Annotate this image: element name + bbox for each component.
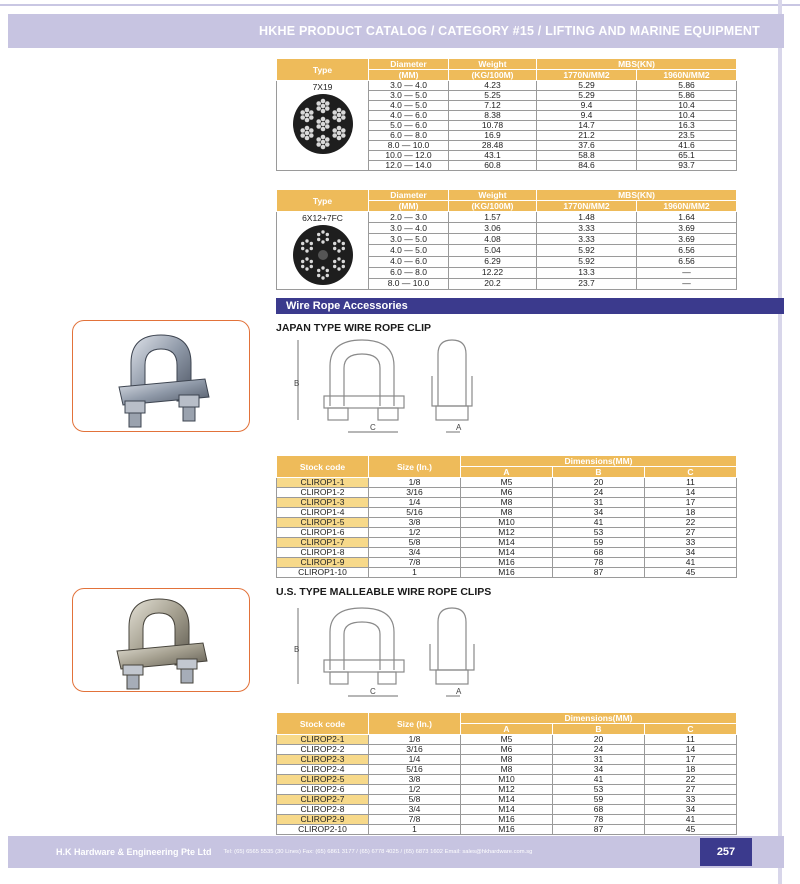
table-row xyxy=(277,538,737,548)
table-cell: 43.1 xyxy=(449,151,537,161)
col-header-a: A xyxy=(461,724,553,735)
wire-rope-clip-image xyxy=(73,321,250,432)
table-cell: M16 xyxy=(461,815,553,825)
table-cell: 28.48 xyxy=(449,141,537,151)
table-cell: 68 xyxy=(553,548,645,558)
col-header-diameter-unit: (MM) xyxy=(369,201,449,212)
table-cell: 59 xyxy=(553,795,645,805)
table-row xyxy=(277,548,737,558)
table-cell: 4.0 — 5.0 xyxy=(369,245,449,256)
table-cell: M5 xyxy=(461,735,553,745)
table-cell: 3/16 xyxy=(369,745,461,755)
table-cell: 4.0 — 6.0 xyxy=(369,111,449,121)
section-title: Wire Rope Accessories xyxy=(286,300,408,312)
table-cell: 7/8 xyxy=(369,815,461,825)
table-cell: 11 xyxy=(645,478,737,488)
table-cell: 13.3 xyxy=(537,267,637,278)
table-cell: 4.0 — 6.0 xyxy=(369,256,449,267)
table-row xyxy=(277,815,737,825)
table-cell: 2.0 — 3.0 xyxy=(369,212,449,223)
col-header-mbs: MBS(KN) xyxy=(537,190,737,201)
footer-bar xyxy=(8,836,784,868)
table-cell: M12 xyxy=(461,785,553,795)
us-clip-title: U.S. TYPE MALLEABLE WIRE ROPE CLIPS xyxy=(276,586,492,598)
stock-code-cell: CLIROP2-9 xyxy=(277,815,369,825)
rope-cross-section-icon xyxy=(287,223,359,287)
table-cell: 1.64 xyxy=(637,212,737,223)
table-cell: 24 xyxy=(553,745,645,755)
table-cell: 5/8 xyxy=(369,795,461,805)
table-cell: 10.0 — 12.0 xyxy=(369,151,449,161)
table-cell: M8 xyxy=(461,498,553,508)
col-header-a: A xyxy=(461,467,553,478)
table-cell: 78 xyxy=(553,815,645,825)
stock-code-cell: CLIROP1-7 xyxy=(277,538,369,548)
table-cell: 3.0 — 4.0 xyxy=(369,81,449,91)
col-header-b: B xyxy=(553,467,645,478)
japan-clip-technical-drawing xyxy=(290,336,510,440)
table-cell: 3/8 xyxy=(369,775,461,785)
table-cell: 3/4 xyxy=(369,548,461,558)
table-row xyxy=(277,825,737,835)
stock-code-cell: CLIROP1-10 xyxy=(277,568,369,578)
japan-clip-title: JAPAN TYPE WIRE ROPE CLIP xyxy=(276,322,431,334)
table-cell: 5/8 xyxy=(369,538,461,548)
dimension-label-a: A xyxy=(456,687,462,696)
table-cell: 16.3 xyxy=(637,121,737,131)
rope-type-label: 6X12+7FC xyxy=(302,213,343,223)
table-row xyxy=(277,518,737,528)
japan-clip-table xyxy=(276,455,737,578)
table-cell: M16 xyxy=(461,825,553,835)
stock-code-cell: CLIROP1-5 xyxy=(277,518,369,528)
stock-code-cell: CLIROP1-9 xyxy=(277,558,369,568)
table-cell: 3/16 xyxy=(369,488,461,498)
col-header-diameter: Diameter xyxy=(369,190,449,201)
table-cell: 20 xyxy=(553,735,645,745)
top-rule xyxy=(0,4,800,6)
footer-contact: Tel: (65) 6565 5535 (30 Lines) Fax: (65) 6861 3177 / (65) 6778 4025 / (65) 6873 1602 Email: sales@hkhardware.com.sg xyxy=(223,849,533,855)
table-cell: M10 xyxy=(461,518,553,528)
table-cell: 53 xyxy=(553,785,645,795)
table-cell: M14 xyxy=(461,538,553,548)
table-cell: 3.69 xyxy=(637,223,737,234)
stock-code-cell: CLIROP2-5 xyxy=(277,775,369,785)
table-cell: M12 xyxy=(461,528,553,538)
dimension-label-a: A xyxy=(456,423,462,432)
table-row xyxy=(277,478,737,488)
table-row xyxy=(277,558,737,568)
dimension-label-c: C xyxy=(370,423,376,432)
table-cell: 1.48 xyxy=(537,212,637,223)
table-cell: 24 xyxy=(553,488,645,498)
table-cell: 6.0 — 8.0 xyxy=(369,131,449,141)
table-cell: 3.69 xyxy=(637,234,737,245)
table-cell: 1/4 xyxy=(369,755,461,765)
table-cell: M8 xyxy=(461,765,553,775)
table-cell: 84.6 xyxy=(537,161,637,171)
table-row xyxy=(277,805,737,815)
table-cell: 23.5 xyxy=(637,131,737,141)
table-row xyxy=(277,795,737,805)
table-cell: 41.6 xyxy=(637,141,737,151)
col-header-mbs-1960: 1960N/MM2 xyxy=(637,201,737,212)
col-header-diameter-unit: (MM) xyxy=(369,70,449,81)
table-cell: 68 xyxy=(553,805,645,815)
table-cell: 10.4 xyxy=(637,101,737,111)
col-header-stock: Stock code xyxy=(277,456,369,478)
table-row xyxy=(277,755,737,765)
table-cell: 20 xyxy=(553,478,645,488)
table-row xyxy=(277,775,737,785)
table-cell: 1/4 xyxy=(369,498,461,508)
table-cell: 5/16 xyxy=(369,508,461,518)
table-cell: M16 xyxy=(461,568,553,578)
stock-code-cell: CLIROP2-3 xyxy=(277,755,369,765)
stock-code-cell: CLIROP1-1 xyxy=(277,478,369,488)
table-cell: 22 xyxy=(645,518,737,528)
table-cell: 17 xyxy=(645,755,737,765)
table-cell: M14 xyxy=(461,805,553,815)
table-cell: 3.06 xyxy=(449,223,537,234)
table-row xyxy=(277,765,737,775)
table-cell: 3.33 xyxy=(537,223,637,234)
us-clip-photo xyxy=(72,588,250,692)
table-cell: 41 xyxy=(645,815,737,825)
table-cell: 5.04 xyxy=(449,245,537,256)
table-cell: 16.9 xyxy=(449,131,537,141)
table-cell: 34 xyxy=(553,765,645,775)
table-cell: 9.4 xyxy=(537,111,637,121)
table-cell: 11 xyxy=(645,735,737,745)
stock-code-cell: CLIROP2-1 xyxy=(277,735,369,745)
table-cell: 4.0 — 5.0 xyxy=(369,101,449,111)
col-header-mbs-1770: 1770N/MM2 xyxy=(537,70,637,81)
table-cell: 22 xyxy=(645,775,737,785)
table-cell: 1.57 xyxy=(449,212,537,223)
table-cell: 17 xyxy=(645,498,737,508)
table-row xyxy=(277,212,737,223)
col-header-c: C xyxy=(645,724,737,735)
table-cell: 1/8 xyxy=(369,735,461,745)
table-cell: 41 xyxy=(553,518,645,528)
stock-code-cell: CLIROP2-8 xyxy=(277,805,369,815)
table-cell: 1/2 xyxy=(369,785,461,795)
table-cell: 1/2 xyxy=(369,528,461,538)
table-cell: M6 xyxy=(461,488,553,498)
table-row xyxy=(277,528,737,538)
col-header-weight: Weight xyxy=(449,59,537,70)
table-cell: 3.33 xyxy=(537,234,637,245)
table-cell: 87 xyxy=(553,568,645,578)
table-row xyxy=(277,508,737,518)
table-cell: 1/8 xyxy=(369,478,461,488)
table-cell: 3.0 — 5.0 xyxy=(369,234,449,245)
table-cell: 5.29 xyxy=(537,91,637,101)
table-cell: 5.86 xyxy=(637,91,737,101)
table-cell: 6.56 xyxy=(637,245,737,256)
rope-type-label: 7X19 xyxy=(312,82,333,92)
col-header-dimensions: Dimensions(MM) xyxy=(461,456,737,467)
rope-spec-table-7x19 xyxy=(276,58,737,171)
table-cell: 3/8 xyxy=(369,518,461,528)
col-header-mbs-1960: 1960N/MM2 xyxy=(637,70,737,81)
rope-cross-section-icon xyxy=(287,92,359,156)
table-row xyxy=(277,735,737,745)
table-cell: 3/4 xyxy=(369,805,461,815)
table-cell: 7/8 xyxy=(369,558,461,568)
stock-code-cell: CLIROP1-4 xyxy=(277,508,369,518)
table-cell: 34 xyxy=(553,508,645,518)
table-cell: 12.0 — 14.0 xyxy=(369,161,449,171)
table-cell: 41 xyxy=(645,558,737,568)
table-cell: 53 xyxy=(553,528,645,538)
table-cell: 1 xyxy=(369,568,461,578)
page-number: 257 xyxy=(700,838,752,866)
table-cell: 58.8 xyxy=(537,151,637,161)
table-cell: 3.0 — 5.0 xyxy=(369,91,449,101)
stock-code-cell: CLIROP2-4 xyxy=(277,765,369,775)
table-cell: 78 xyxy=(553,558,645,568)
us-clip-technical-drawing xyxy=(290,604,510,704)
us-clip-table xyxy=(276,712,737,835)
wire-rope-clip-image xyxy=(73,589,250,692)
stock-code-cell: CLIROP2-7 xyxy=(277,795,369,805)
dimension-label-b: B xyxy=(294,379,300,388)
japan-clip-photo xyxy=(72,320,250,432)
table-row xyxy=(277,568,737,578)
table-cell: M14 xyxy=(461,548,553,558)
table-cell: — xyxy=(637,278,737,289)
col-header-type: Type xyxy=(277,190,369,212)
table-cell: 6.56 xyxy=(637,256,737,267)
table-cell: 14.7 xyxy=(537,121,637,131)
col-header-size: Size (In.) xyxy=(369,713,461,735)
catalog-header-title: HKHE PRODUCT CATALOG / CATEGORY #15 / LIFTING AND MARINE EQUIPMENT xyxy=(259,24,760,38)
col-header-b: B xyxy=(553,724,645,735)
table-row xyxy=(277,488,737,498)
table-cell: 34 xyxy=(645,805,737,815)
table-cell: M8 xyxy=(461,508,553,518)
stock-code-cell: CLIROP1-6 xyxy=(277,528,369,538)
col-header-weight-unit: (KG/100M) xyxy=(449,70,537,81)
table-cell: 7.12 xyxy=(449,101,537,111)
table-cell: 8.38 xyxy=(449,111,537,121)
table-cell: 6.29 xyxy=(449,256,537,267)
section-title-bar xyxy=(276,298,784,314)
rope-type-cell xyxy=(277,81,369,171)
stock-code-cell: CLIROP2-6 xyxy=(277,785,369,795)
table-cell: 45 xyxy=(645,568,737,578)
col-header-type: Type xyxy=(277,59,369,81)
table-cell: 6.0 — 8.0 xyxy=(369,267,449,278)
table-cell: 8.0 — 10.0 xyxy=(369,141,449,151)
table-cell: 5.92 xyxy=(537,256,637,267)
table-cell: 20.2 xyxy=(449,278,537,289)
table-cell: M14 xyxy=(461,795,553,805)
table-cell: 41 xyxy=(553,775,645,785)
table-cell: 3.0 — 4.0 xyxy=(369,223,449,234)
table-cell: 10.4 xyxy=(637,111,737,121)
table-cell: 5.86 xyxy=(637,81,737,91)
table-cell: M6 xyxy=(461,745,553,755)
stock-code-cell: CLIROP1-2 xyxy=(277,488,369,498)
col-header-size: Size (In.) xyxy=(369,456,461,478)
table-row xyxy=(277,81,737,91)
table-cell: M8 xyxy=(461,755,553,765)
table-cell: 5.0 — 6.0 xyxy=(369,121,449,131)
table-cell: 5/16 xyxy=(369,765,461,775)
table-cell: 14 xyxy=(645,488,737,498)
catalog-header xyxy=(8,14,784,48)
table-cell: 34 xyxy=(645,548,737,558)
stock-code-cell: CLIROP2-10 xyxy=(277,825,369,835)
col-header-c: C xyxy=(645,467,737,478)
right-edge-rule xyxy=(778,0,782,884)
table-cell: — xyxy=(637,267,737,278)
table-cell: 27 xyxy=(645,785,737,795)
table-cell: 23.7 xyxy=(537,278,637,289)
table-cell: 12.22 xyxy=(449,267,537,278)
table-cell: 1 xyxy=(369,825,461,835)
table-cell: 4.23 xyxy=(449,81,537,91)
table-cell: 5.25 xyxy=(449,91,537,101)
rope-type-cell xyxy=(277,212,369,290)
col-header-stock: Stock code xyxy=(277,713,369,735)
table-cell: 59 xyxy=(553,538,645,548)
table-cell: 14 xyxy=(645,745,737,755)
table-row xyxy=(277,498,737,508)
table-cell: M5 xyxy=(461,478,553,488)
table-cell: M16 xyxy=(461,558,553,568)
rope-spec-table-6x12 xyxy=(276,189,737,290)
table-cell: 87 xyxy=(553,825,645,835)
stock-code-cell: CLIROP2-2 xyxy=(277,745,369,755)
dimension-label-b: B xyxy=(294,645,300,654)
col-header-weight-unit: (KG/100M) xyxy=(449,201,537,212)
table-cell: 31 xyxy=(553,755,645,765)
table-cell: 8.0 — 10.0 xyxy=(369,278,449,289)
table-cell: 5.92 xyxy=(537,245,637,256)
table-cell: 21.2 xyxy=(537,131,637,141)
table-cell: 60.8 xyxy=(449,161,537,171)
col-header-weight: Weight xyxy=(449,190,537,201)
footer-company: H.K Hardware & Engineering Pte Ltd xyxy=(56,847,212,857)
stock-code-cell: CLIROP1-3 xyxy=(277,498,369,508)
table-cell: 37.6 xyxy=(537,141,637,151)
table-cell: 93.7 xyxy=(637,161,737,171)
table-cell: 65.1 xyxy=(637,151,737,161)
col-header-mbs: MBS(KN) xyxy=(537,59,737,70)
table-cell: 33 xyxy=(645,795,737,805)
table-cell: 10.78 xyxy=(449,121,537,131)
col-header-mbs-1770: 1770N/MM2 xyxy=(537,201,637,212)
table-cell: 27 xyxy=(645,528,737,538)
table-cell: 4.08 xyxy=(449,234,537,245)
table-cell: 33 xyxy=(645,538,737,548)
table-cell: 5.29 xyxy=(537,81,637,91)
stock-code-cell: CLIROP1-8 xyxy=(277,548,369,558)
col-header-diameter: Diameter xyxy=(369,59,449,70)
dimension-label-c: C xyxy=(370,687,376,696)
table-row xyxy=(277,785,737,795)
table-cell: 31 xyxy=(553,498,645,508)
table-cell: M10 xyxy=(461,775,553,785)
table-cell: 18 xyxy=(645,765,737,775)
col-header-dimensions: Dimensions(MM) xyxy=(461,713,737,724)
table-cell: 9.4 xyxy=(537,101,637,111)
table-cell: 45 xyxy=(645,825,737,835)
table-cell: 18 xyxy=(645,508,737,518)
table-row xyxy=(277,745,737,755)
